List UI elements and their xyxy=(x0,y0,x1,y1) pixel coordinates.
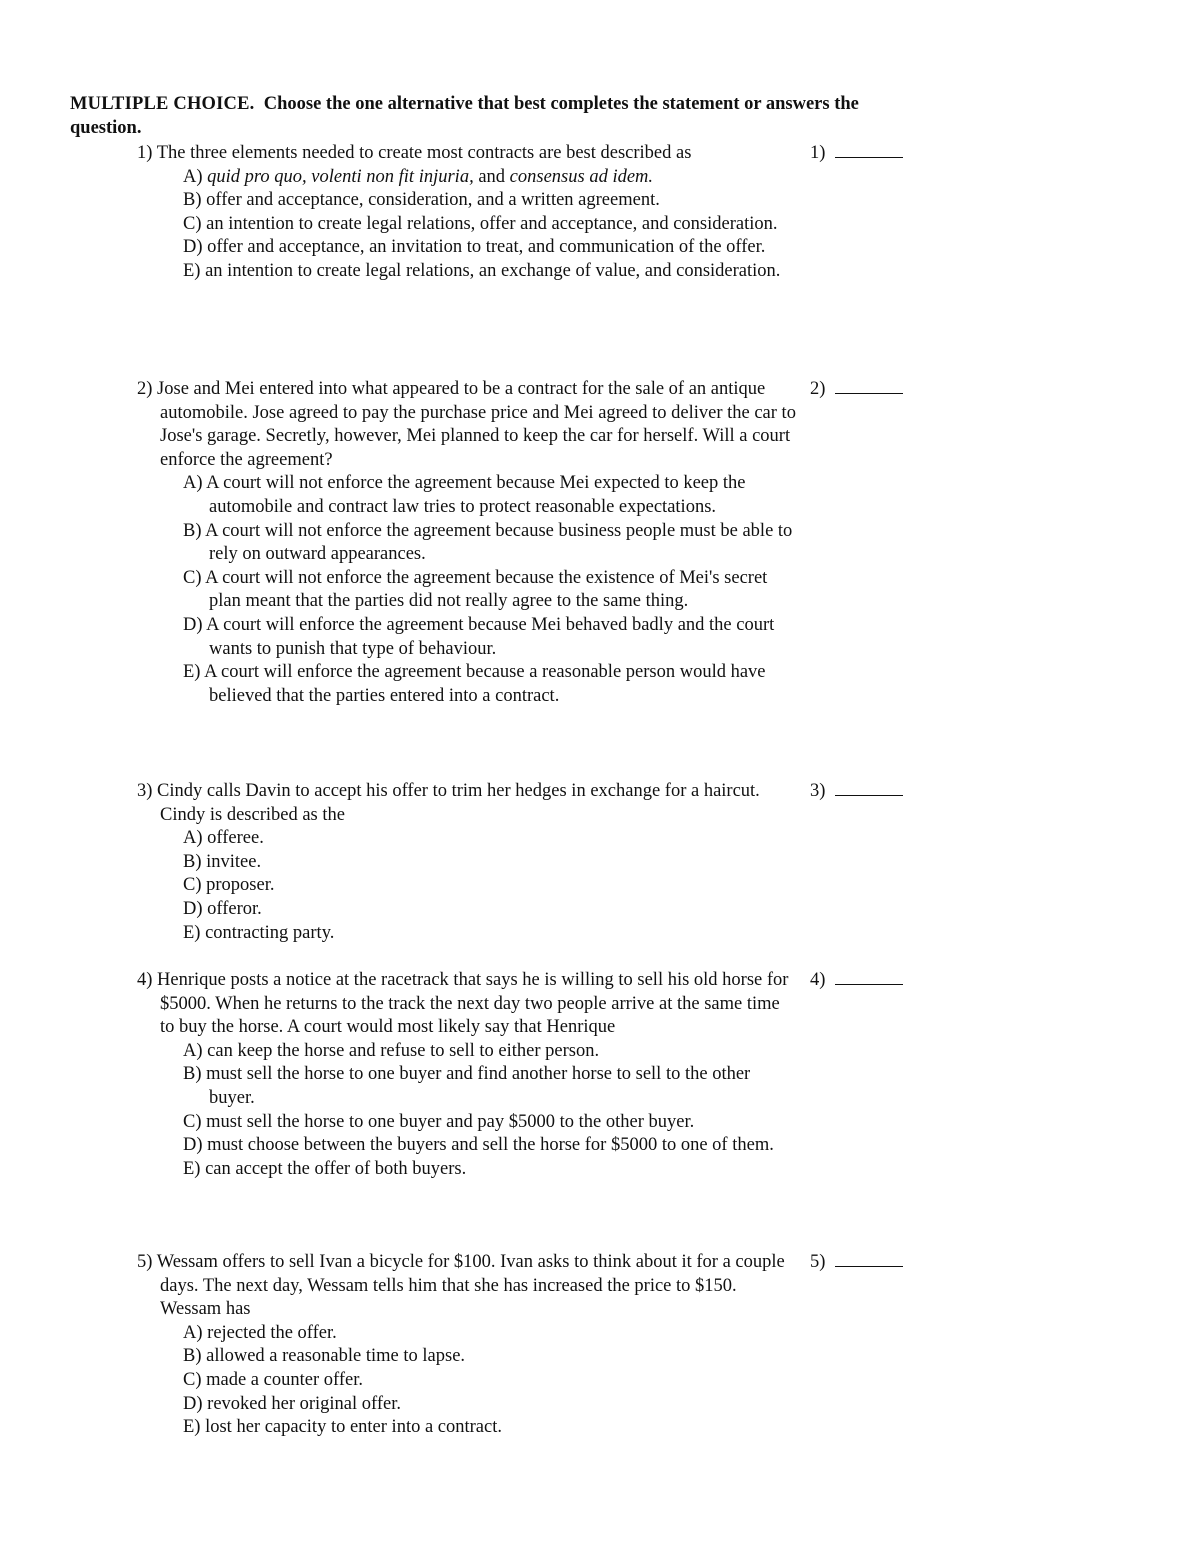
choice-letter: C) xyxy=(183,875,202,896)
question-number: 3) xyxy=(137,781,153,801)
choice-e xyxy=(137,1416,797,1440)
choice-letter: E) xyxy=(183,1158,201,1179)
choice-b xyxy=(137,189,797,213)
answer-label: 2) xyxy=(810,379,826,399)
question-text: The three elements needed to create most contracts are best described as xyxy=(156,143,692,163)
question-stem xyxy=(137,142,797,166)
answer-label: 5) xyxy=(810,1252,826,1272)
choice-text: must sell the horse to one buyer and find another horse to sell to the other buyer. xyxy=(206,1064,751,1108)
answer-blank-5[interactable] xyxy=(810,1251,920,1275)
choice-text: must sell the horse to one buyer and pay $5000 to the other buyer. xyxy=(206,1111,695,1132)
choice-text: contracting party. xyxy=(205,922,335,943)
question-stem xyxy=(137,1251,797,1322)
answer-blank-4[interactable] xyxy=(810,969,920,993)
choice-a xyxy=(137,1040,797,1064)
choice-list xyxy=(137,827,797,945)
answer-line xyxy=(835,970,903,985)
choice-c xyxy=(137,874,797,898)
choice-b xyxy=(137,851,797,875)
choice-a xyxy=(137,166,797,190)
choice-letter: C) xyxy=(183,1369,202,1390)
choice-e xyxy=(137,1158,797,1182)
choice-letter: E) xyxy=(183,662,201,683)
choice-text: can accept the offer of both buyers. xyxy=(205,1158,467,1179)
question-1 xyxy=(137,142,797,284)
choice-a xyxy=(137,827,797,851)
choice-d xyxy=(137,898,797,922)
choice-text: A court will enforce the agreement because a reasonable person would have believed that the parties entered into a contract. xyxy=(204,662,766,706)
choice-c xyxy=(137,213,797,237)
choice-c xyxy=(137,1111,797,1135)
choice-a xyxy=(137,472,797,519)
question-stem xyxy=(137,378,797,472)
choice-letter: E) xyxy=(183,1417,201,1438)
answer-blank-2[interactable] xyxy=(810,378,920,402)
question-number: 4) xyxy=(137,970,153,990)
answer-label: 1) xyxy=(810,143,826,163)
question-text: Jose and Mei entered into what appeared to be a contract for the sale of an antique automobile. Jose agreed to pay the purchase price and Mei agreed to deliver the car to Jose's garage. Secretly, however, Mei planned to keep the car for herself. Will a court enforce the agreement? xyxy=(157,379,796,470)
choice-text: lost her capacity to enter into a contract. xyxy=(205,1417,502,1438)
choice-text: offer and acceptance, an invitation to treat, and communication of the offer. xyxy=(207,237,766,258)
question-text: Wessam offers to sell Ivan a bicycle for $100. Ivan asks to think about it for a couple days. The next day, Wessam tells him that she has increased the price to $150. Wessam has xyxy=(156,1252,785,1320)
choice-letter: B) xyxy=(183,1346,202,1367)
question-4 xyxy=(137,969,797,1181)
choice-letter: E) xyxy=(183,922,201,943)
choice-d xyxy=(137,614,797,661)
choice-text: allowed a reasonable time to lapse. xyxy=(206,1346,466,1367)
choice-e xyxy=(137,260,797,284)
choice-letter: B) xyxy=(183,1064,202,1085)
question-5 xyxy=(137,1251,797,1440)
choice-letter: A) xyxy=(183,1322,203,1343)
choice-text: made a counter offer. xyxy=(206,1369,363,1390)
choice-c xyxy=(137,567,797,614)
choice-text: must choose between the buyers and sell the horse for $5000 to one of them. xyxy=(207,1135,774,1156)
answer-line xyxy=(835,1252,903,1267)
choice-b xyxy=(137,520,797,567)
choice-e xyxy=(137,661,797,708)
question-number: 5) xyxy=(137,1252,153,1272)
choice-text: A court will not enforce the agreement because the existence of Mei's secret plan meant that the parties did not really agree to the same thing. xyxy=(205,567,768,612)
section-heading xyxy=(70,93,930,140)
choice-letter: A) xyxy=(183,828,203,849)
question-text: Henrique posts a notice at the racetrack that says he is willing to sell his old horse for $5000. When he returns to the track the next day two people arrive at the same time to buy the horse. A court would most likely say that Henrique xyxy=(157,970,789,1038)
choice-letter: B) xyxy=(183,190,202,211)
choice-text: can keep the horse and refuse to sell to either person. xyxy=(207,1040,600,1061)
choice-letter: E) xyxy=(183,260,201,281)
answer-line xyxy=(835,379,903,394)
answer-label: 3) xyxy=(810,781,826,801)
choice-list xyxy=(137,1322,797,1440)
choice-text: revoked her original offer. xyxy=(207,1393,401,1414)
choice-letter: B) xyxy=(183,851,202,872)
choice-letter: D) xyxy=(183,1393,203,1414)
choice-text: offer and acceptance, consideration, and a written agreement. xyxy=(206,190,660,211)
answer-line xyxy=(835,781,903,796)
choice-b xyxy=(137,1063,797,1110)
choice-c xyxy=(137,1369,797,1393)
choice-text: offeree. xyxy=(207,828,264,849)
choice-list xyxy=(137,166,797,284)
choice-letter: B) xyxy=(183,520,202,541)
answer-label: 4) xyxy=(810,970,826,990)
choice-text: proposer. xyxy=(206,875,275,896)
choice-letter: D) xyxy=(183,237,203,258)
choice-text: and xyxy=(473,166,510,187)
choice-text: A court will enforce the agreement because Mei behaved badly and the court wants to punish that type of behaviour. xyxy=(206,614,775,659)
choice-letter: D) xyxy=(183,1135,203,1156)
question-stem xyxy=(137,780,797,827)
choice-italic-2: consensus ad idem. xyxy=(509,166,654,187)
answer-blank-1[interactable] xyxy=(810,142,920,166)
choice-d xyxy=(137,1134,797,1158)
choice-letter: C) xyxy=(183,213,202,234)
section-instruction: Choose the one alternative that best completes the statement or answers the question. xyxy=(70,94,859,138)
choice-text: A court will not enforce the agreement because Mei expected to keep the automobile and contract law tries to protect reasonable expectations. xyxy=(206,473,746,517)
choice-e xyxy=(137,922,797,946)
answer-blank-3[interactable] xyxy=(810,780,920,804)
question-stem xyxy=(137,969,797,1040)
choice-italic-1: quid pro quo, volenti non fit injuria, xyxy=(207,166,474,187)
question-number: 1) xyxy=(137,143,153,163)
question-text: Cindy calls Davin to accept his offer to trim her hedges in exchange for a haircut. Cindy is described as the xyxy=(157,781,760,825)
question-number: 2) xyxy=(137,379,153,399)
choice-text: offeror. xyxy=(207,898,262,919)
choice-d xyxy=(137,236,797,260)
choice-b xyxy=(137,1345,797,1369)
choice-text: A court will not enforce the agreement because business people must be able to rely on outward appearances. xyxy=(205,520,793,565)
choice-letter: A) xyxy=(183,1040,203,1061)
choice-list xyxy=(137,1040,797,1182)
question-2 xyxy=(137,378,797,708)
choice-list xyxy=(137,472,797,708)
choice-letter: A) xyxy=(183,166,203,187)
choice-letter: D) xyxy=(183,614,203,635)
choice-d xyxy=(137,1393,797,1417)
choice-text: an intention to create legal relations, offer and acceptance, and consideration. xyxy=(206,213,778,234)
choice-text: rejected the offer. xyxy=(207,1322,337,1343)
choice-letter: D) xyxy=(183,898,203,919)
choice-a xyxy=(137,1322,797,1346)
question-3 xyxy=(137,780,797,945)
section-lead: MULTIPLE CHOICE. xyxy=(70,94,255,114)
choice-text: an intention to create legal relations, an exchange of value, and consideration. xyxy=(205,260,781,281)
choice-text: invitee. xyxy=(206,851,262,872)
choice-letter: C) xyxy=(183,567,202,588)
choice-letter: C) xyxy=(183,1111,202,1132)
choice-letter: A) xyxy=(183,473,203,494)
answer-line xyxy=(835,143,903,158)
